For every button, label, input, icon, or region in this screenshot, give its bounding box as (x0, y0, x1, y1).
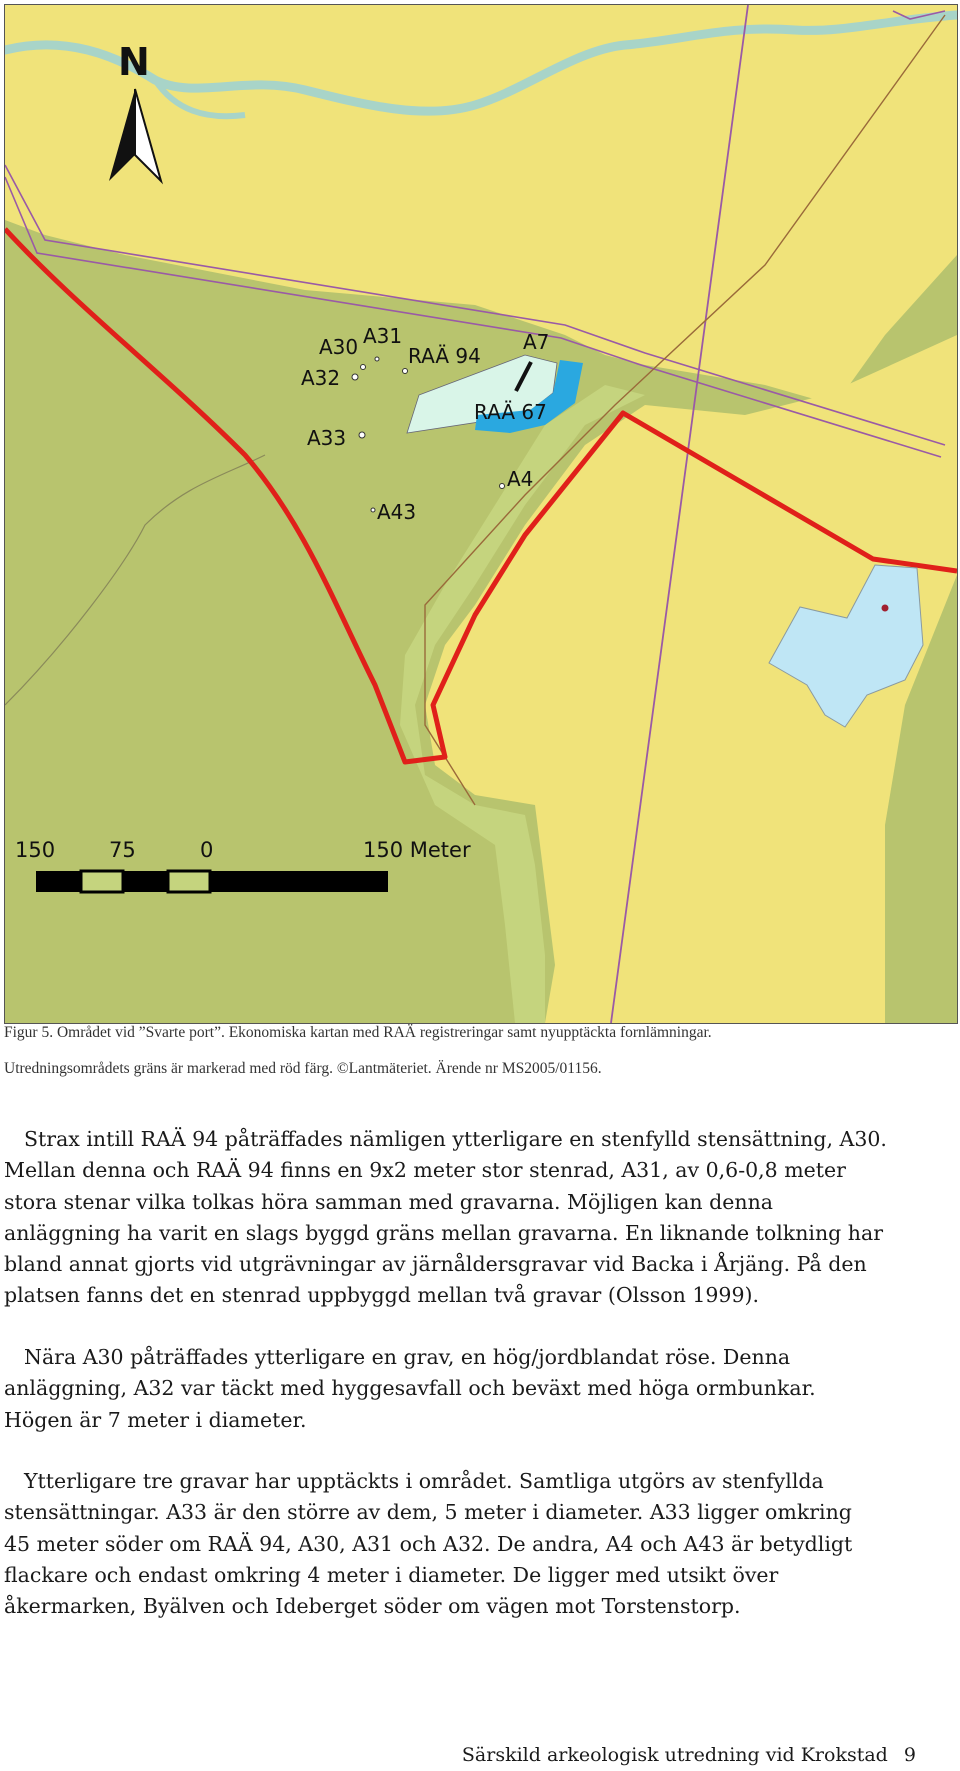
scale-segment-4 (168, 871, 210, 892)
label-a4: A4 (507, 467, 534, 491)
paragraph-3 (4, 1466, 954, 1622)
label-a30: A30 (319, 335, 359, 359)
paragraph-3-line-4: flackare och endast omkring 4 meter i diameter. De ligger med utsikt över (4, 1562, 779, 1587)
label-a31: A31 (363, 324, 403, 348)
scale-segment-1 (36, 871, 81, 892)
dot-raa94 (403, 369, 408, 374)
paragraph-1-line-3: stora stenar vilka tolkas höra samman med gravarna. Möjligen kan denna (4, 1189, 774, 1214)
scale-label-0: 0 (200, 838, 214, 862)
lake-marker (882, 605, 889, 612)
paragraph-2 (4, 1342, 954, 1436)
paragraph-1-line-4: anläggning ha varit en slags byggd gräns mellan gravarna. En liknande tolkning har (4, 1220, 884, 1245)
scale-label-75: 75 (109, 838, 136, 862)
dot-a30 (361, 365, 366, 370)
north-arrow-letter: N (118, 40, 150, 84)
paragraph-3-line-3: 45 meter söder om RAÄ 94, A30, A31 och A32. De andra, A4 och A43 är betydligt (4, 1531, 853, 1556)
dot-a31 (375, 357, 379, 361)
label-raa94: RAÄ 94 (408, 344, 481, 368)
dot-a33 (359, 432, 365, 438)
figure-caption-line1: Figur 5. Området vid ”Svarte port”. Ekonomiska kartan med RAÄ registreringar samt nyupptäckta fornlämningar. (4, 1024, 712, 1041)
label-a33: A33 (307, 426, 347, 450)
scale-segment-3 (123, 871, 168, 892)
footer-page-number: 9 (903, 1744, 916, 1766)
map-svg (5, 5, 957, 1023)
scale-label-150: 150 (15, 838, 56, 862)
scale-segment-2 (81, 871, 123, 892)
scale-label-meter: 150 Meter (363, 838, 471, 862)
scale-segment-5 (210, 871, 388, 892)
footer-title: Särskild arkeologisk utredning vid Krokstad (461, 1744, 888, 1766)
paragraph-3-line-5: åkermarken, Byälven och Ideberget söder om vägen mot Torstenstorp. (4, 1594, 741, 1619)
dot-a4 (500, 484, 505, 489)
paragraph-1-line-1: Strax intill RAÄ 94 påträffades nämligen ytterligare en stenfylld stensättning, A30. (24, 1127, 887, 1151)
paragraph-3-line-1: Ytterligare tre gravar har upptäckts i området. Samtliga utgörs av stenfyllda (24, 1469, 824, 1493)
dot-a43 (371, 508, 375, 512)
paragraph-1 (4, 1124, 954, 1312)
paragraph-2-line-2: anläggning, A32 var täckt med hyggesavfall och beväxt med höga ormbunkar. (4, 1376, 816, 1401)
paragraph-1-line-6: platsen fanns det en stenrad uppbyggd mellan två gravar (Olsson 1999). (4, 1283, 760, 1308)
label-a7: A7 (523, 330, 550, 354)
label-a32: A32 (301, 366, 341, 390)
paragraph-3-line-2: stensättningar. A33 är den större av dem, 5 meter i diameter. A33 ligger omkring (4, 1500, 852, 1525)
map-figure (4, 4, 958, 1024)
paragraph-1-line-2: Mellan denna och RAÄ 94 finns en 9x2 meter stor stenrad, A31, av 0,6-0,8 meter (4, 1158, 846, 1183)
label-raa67: RAÄ 67 (474, 400, 547, 424)
paragraph-2-line-3: Högen är 7 meter i diameter. (4, 1407, 307, 1432)
label-a43: A43 (377, 500, 417, 524)
paragraph-2-line-1: Nära A30 påträffades ytterligare en grav, en hög/jordblandat röse. Denna (24, 1345, 791, 1369)
dot-a32 (352, 374, 358, 380)
page-footer (462, 1744, 916, 1766)
figure-caption-line2: Utredningsområdets gräns är markerad med röd färg. ©Lantmäteriet. Ärende nr MS2005/01156. (4, 1060, 602, 1077)
paragraph-1-line-5: bland annat gjorts vid utgrävningar av järnåldersgravar vid Backa i Årjäng. På den (4, 1252, 867, 1277)
